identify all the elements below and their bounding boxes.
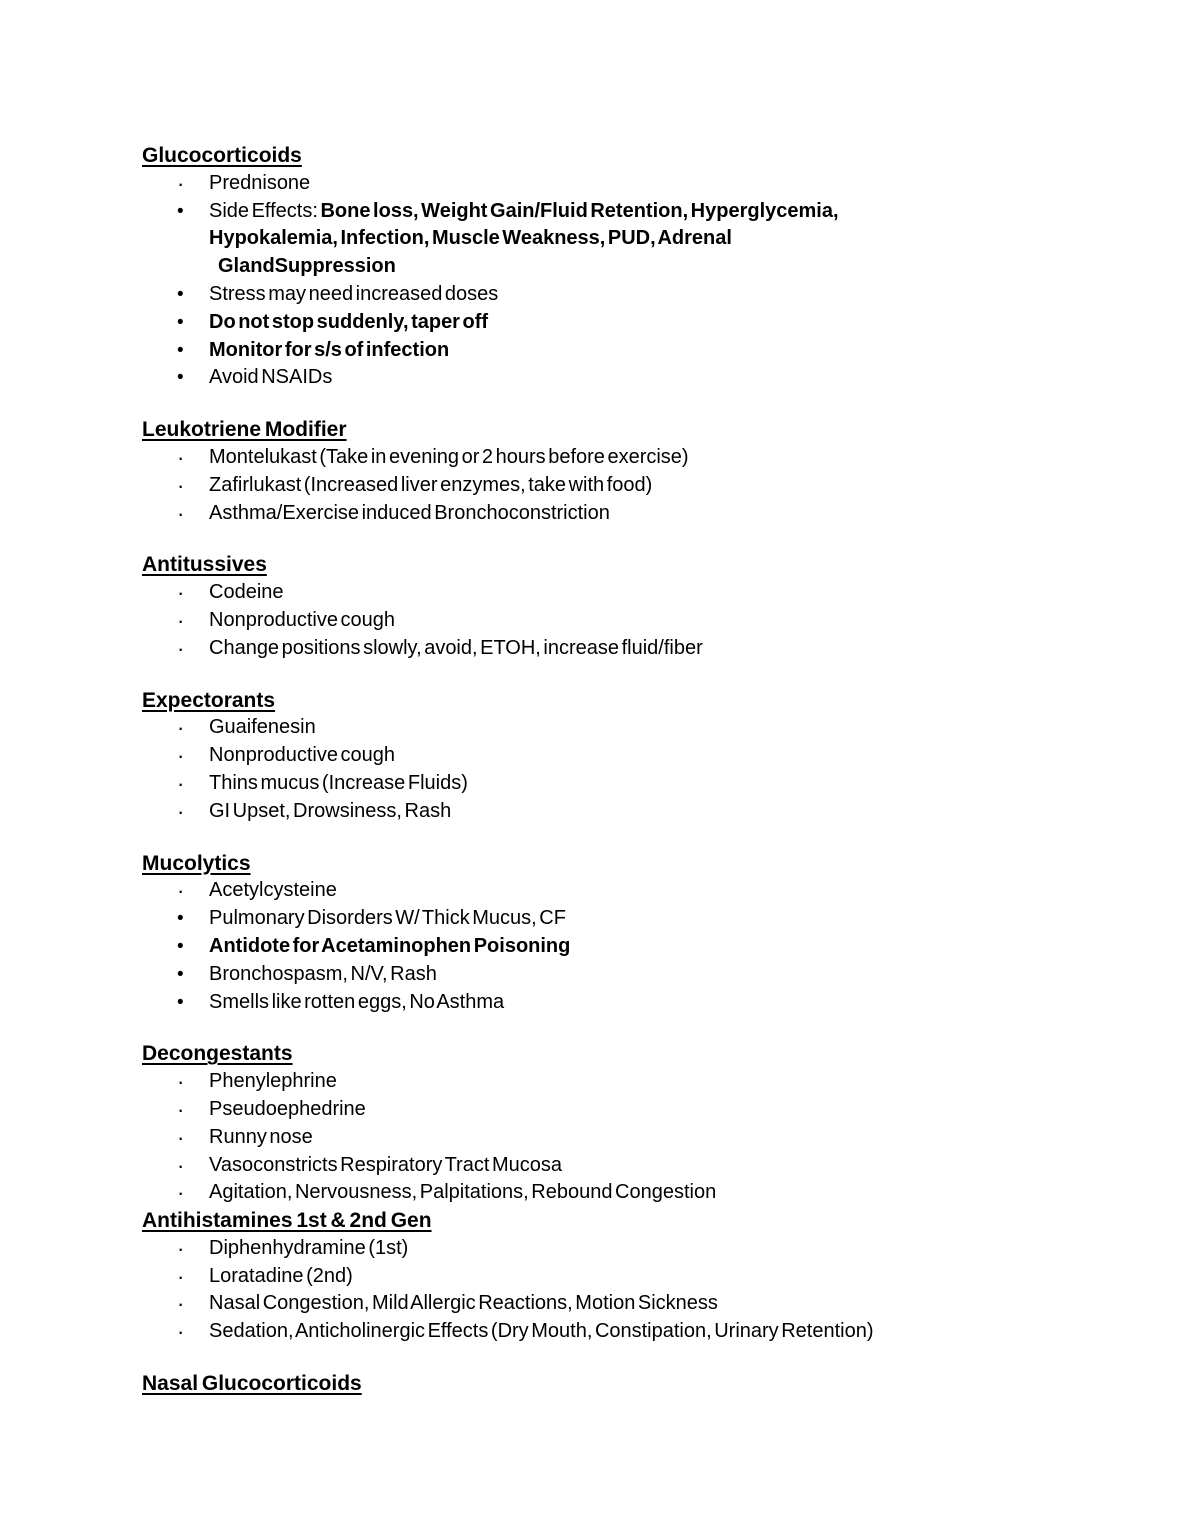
list-item xyxy=(142,337,1120,365)
small-dot-bullet-icon: · xyxy=(177,1124,185,1150)
section-heading: Decongestants xyxy=(142,1042,293,1066)
text-run: Runny nose xyxy=(209,1125,313,1148)
section-list xyxy=(142,714,1120,825)
list-item xyxy=(142,198,1120,281)
small-dot-bullet-icon: · xyxy=(177,472,185,498)
round-bullet-icon: • xyxy=(177,908,184,930)
list-item xyxy=(142,770,1120,798)
item-text xyxy=(209,170,1120,198)
list-item xyxy=(142,364,1120,392)
small-dot-bullet-icon: · xyxy=(177,770,185,796)
text-run: Nonproductive cough xyxy=(209,608,396,631)
small-dot-bullet-icon: · xyxy=(177,500,185,526)
item-text xyxy=(209,444,1120,472)
list-item xyxy=(142,1290,1120,1318)
item-text xyxy=(209,337,1120,365)
small-dot-bullet-icon: · xyxy=(177,1152,185,1178)
bold-text-run: Hypokalemia, Infection, Muscle Weakness, PUD, Adrenal xyxy=(209,227,732,250)
item-text xyxy=(209,281,1120,309)
item-text xyxy=(209,309,1120,337)
text-run: Sedation, Anticholinergic Effects (Dry Mouth, Constipation, Urinary Retention) xyxy=(209,1320,874,1343)
list-item xyxy=(142,1235,1120,1263)
bold-text-run: Do not stop suddenly, taper off xyxy=(209,310,489,333)
section-antitussives xyxy=(142,551,1120,662)
list-item xyxy=(142,961,1120,989)
item-text xyxy=(209,579,1120,607)
bold-text-run: Antidote for Acetaminophen Poisoning xyxy=(209,934,571,957)
section-heading: Mucolytics xyxy=(142,851,251,875)
item-text xyxy=(209,961,1120,989)
small-dot-bullet-icon: · xyxy=(177,1263,185,1289)
list-item xyxy=(142,1096,1120,1124)
list-item xyxy=(142,1068,1120,1096)
list-item xyxy=(142,170,1120,198)
small-dot-bullet-icon: · xyxy=(177,1291,185,1317)
text-run: Nonproductive cough xyxy=(209,744,396,767)
item-text xyxy=(209,989,1120,1017)
item-text xyxy=(209,1124,1120,1152)
section-heading: Nasal Glucocorticoids xyxy=(142,1372,362,1396)
section-antihistamines-1st-2nd-gen xyxy=(142,1207,1120,1346)
list-item xyxy=(142,1124,1120,1152)
item-text xyxy=(209,1318,1120,1346)
item-text xyxy=(209,1263,1120,1291)
item-text xyxy=(209,742,1120,770)
list-item xyxy=(142,714,1120,742)
small-dot-bullet-icon: · xyxy=(177,1319,185,1345)
text-run: Avoid NSAIDs xyxy=(209,366,333,389)
list-item xyxy=(142,607,1120,635)
item-text xyxy=(209,1096,1120,1124)
sections-container xyxy=(142,142,1120,1398)
section-heading: Antitussives xyxy=(142,553,267,577)
round-bullet-icon: • xyxy=(177,367,184,389)
list-item xyxy=(142,579,1120,607)
item-text xyxy=(209,798,1120,826)
text-run: Vasoconstricts Respiratory Tract Mucosa xyxy=(209,1153,562,1176)
item-text xyxy=(209,770,1120,798)
small-dot-bullet-icon: · xyxy=(177,743,185,769)
text-run: Loratadine (2nd) xyxy=(209,1264,353,1287)
text-run: Codeine xyxy=(209,581,284,604)
list-item xyxy=(142,1263,1120,1291)
section-list xyxy=(142,579,1120,662)
section-heading: Antihistamines 1st & 2nd Gen xyxy=(142,1209,432,1233)
section-heading: Glucocorticoids xyxy=(142,144,302,167)
section-list xyxy=(142,170,1120,392)
round-bullet-icon: • xyxy=(177,991,184,1013)
text-run: Diphenhydramine (1st) xyxy=(209,1236,409,1259)
list-item xyxy=(142,635,1120,663)
section-leukotriene-modifier xyxy=(142,416,1120,527)
bold-text-run: Bone loss, Weight Gain/Fluid Retention, Hyperglycemia, xyxy=(320,199,839,222)
small-dot-bullet-icon: · xyxy=(177,1235,185,1261)
item-text xyxy=(209,635,1120,663)
text-run: Bronchospasm, N/V, Rash xyxy=(209,962,437,985)
list-item xyxy=(142,989,1120,1017)
text-run: Nasal Congestion, Mild Allergic Reactions, Motion Sickness xyxy=(209,1292,718,1315)
section-mucolytics xyxy=(142,850,1120,1017)
small-dot-bullet-icon: · xyxy=(177,1180,185,1206)
text-run: Stress may need increased doses xyxy=(209,282,499,305)
list-item xyxy=(142,309,1120,337)
text-run: Guaifenesin xyxy=(209,716,316,739)
section-heading: Leukotriene Modifier xyxy=(142,418,347,442)
small-dot-bullet-icon: · xyxy=(177,635,185,661)
item-text xyxy=(209,714,1120,742)
text-run: Thins mucus (Increase Fluids) xyxy=(209,771,468,794)
list-item xyxy=(142,933,1120,961)
small-dot-bullet-icon: · xyxy=(177,1069,185,1095)
text-run: Acetylcysteine xyxy=(209,879,337,902)
item-text xyxy=(209,877,1120,905)
round-bullet-icon: • xyxy=(177,963,184,985)
text-run: Change positions slowly, avoid, ETOH, increase fluid/fiber xyxy=(209,636,703,659)
item-text xyxy=(209,1179,1120,1207)
list-item xyxy=(142,444,1120,472)
section-list xyxy=(142,444,1120,527)
text-run: Smells like rotten eggs, No Asthma xyxy=(209,990,505,1013)
list-item xyxy=(142,798,1120,826)
small-dot-bullet-icon: · xyxy=(177,1096,185,1122)
item-text xyxy=(209,905,1120,933)
text-run: Agitation, Nervousness, Palpitations, Rebound Congestion xyxy=(209,1181,717,1204)
text-run: Prednisone xyxy=(209,171,311,194)
list-item xyxy=(142,905,1120,933)
section-list xyxy=(142,877,1120,1016)
section-decongestants xyxy=(142,1040,1120,1207)
list-item xyxy=(142,500,1120,528)
section-glucocorticoids xyxy=(142,142,1120,392)
round-bullet-icon: • xyxy=(177,311,184,333)
item-text xyxy=(209,500,1120,528)
small-dot-bullet-icon: · xyxy=(177,878,185,904)
list-item xyxy=(142,281,1120,309)
text-run: Zafirlukast (Increased liver enzymes, take with food) xyxy=(209,473,653,496)
bold-text-run: GlandSuppression xyxy=(218,255,396,278)
list-item xyxy=(142,877,1120,905)
item-text xyxy=(209,607,1120,635)
item-text xyxy=(209,364,1120,392)
list-item xyxy=(142,742,1120,770)
small-dot-bullet-icon: · xyxy=(177,798,185,824)
small-dot-bullet-icon: · xyxy=(177,715,185,741)
round-bullet-icon: • xyxy=(177,283,184,305)
text-run: Montelukast (Take in evening or 2 hours before exercise) xyxy=(209,445,689,468)
round-bullet-icon: • xyxy=(177,200,184,222)
small-dot-bullet-icon: · xyxy=(177,607,185,633)
item-text xyxy=(209,1068,1120,1096)
list-item xyxy=(142,1179,1120,1207)
text-run: Side Effects: xyxy=(209,199,321,222)
list-item xyxy=(142,1318,1120,1346)
text-run: Phenylephrine xyxy=(209,1070,337,1093)
bold-text-run: Monitor for s/s of infection xyxy=(209,338,450,361)
section-list xyxy=(142,1068,1120,1207)
list-item xyxy=(142,1152,1120,1180)
small-dot-bullet-icon: · xyxy=(177,444,185,470)
small-dot-bullet-icon: · xyxy=(177,170,185,196)
section-nasal-glucocorticoids xyxy=(142,1370,1120,1398)
item-text xyxy=(209,1290,1120,1318)
round-bullet-icon: • xyxy=(177,339,184,361)
list-item xyxy=(142,472,1120,500)
item-text xyxy=(209,1152,1120,1180)
section-heading: Expectorants xyxy=(142,688,276,712)
text-run: Asthma/Exercise induced Bronchoconstriction xyxy=(209,501,610,524)
item-text xyxy=(209,472,1120,500)
text-run: Pulmonary Disorders W/ Thick Mucus, CF xyxy=(209,907,566,930)
item-text xyxy=(209,198,1120,281)
item-text xyxy=(209,1235,1120,1263)
section-expectorants xyxy=(142,687,1120,826)
text-run: GI Upset, Drowsiness, Rash xyxy=(209,799,452,822)
text-run: Pseudoephedrine xyxy=(209,1097,366,1120)
item-text xyxy=(209,933,1120,961)
small-dot-bullet-icon: · xyxy=(177,580,185,606)
round-bullet-icon: • xyxy=(177,935,184,957)
section-list xyxy=(142,1235,1120,1346)
